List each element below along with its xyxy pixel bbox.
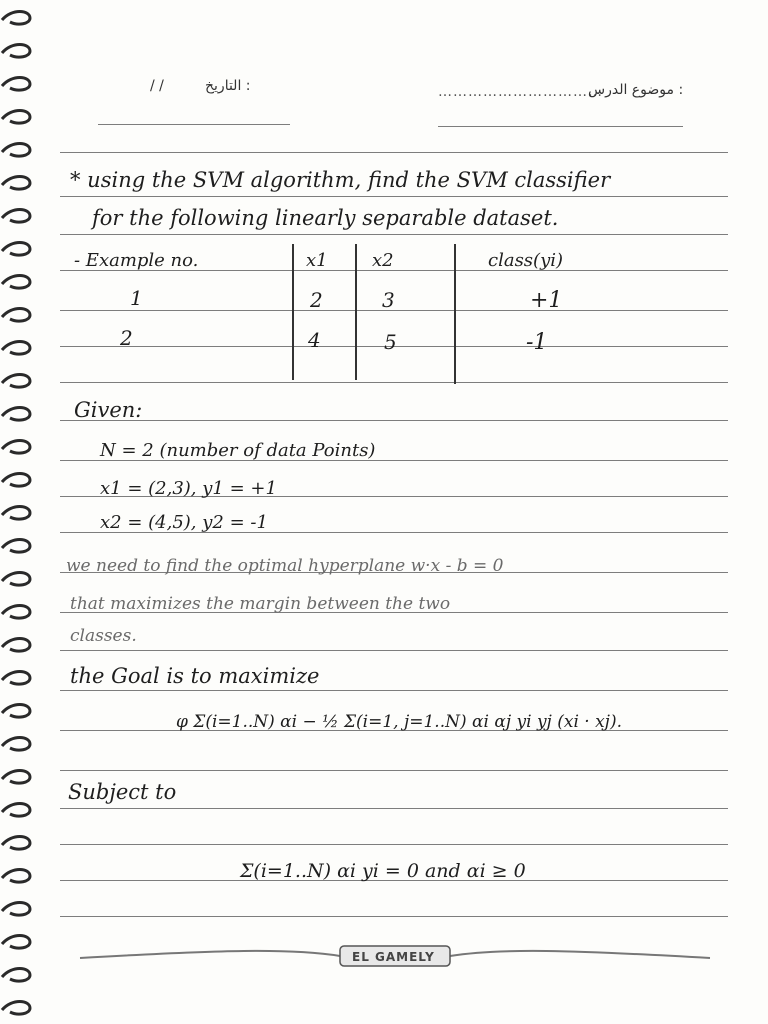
spiral-ring	[2, 837, 30, 850]
goal-label: the Goal is to maximize	[70, 664, 320, 688]
spiral-ring	[2, 1002, 30, 1015]
spiral-ring	[2, 45, 30, 58]
ruled-line	[60, 690, 728, 691]
spiral-ring	[2, 78, 30, 91]
ruled-line	[60, 844, 728, 845]
table-row-2-class: -1	[526, 330, 548, 355]
hyperplane-line-3: classes.	[70, 626, 137, 646]
table-header-class: class(yi)	[488, 250, 564, 271]
ruled-line	[60, 808, 728, 809]
table-row-1-class: +1	[530, 288, 563, 313]
subject-underline	[438, 126, 683, 127]
date-underline	[98, 124, 290, 125]
table-row-1-x1: 2	[310, 288, 323, 312]
table-header-example: - Example no.	[74, 250, 199, 271]
spiral-ring	[2, 375, 30, 388]
spiral-ring	[2, 474, 30, 487]
spiral-ring	[2, 276, 30, 289]
spiral-ring	[2, 771, 30, 784]
question-line-2: for the following linearly separable dataset.	[92, 206, 559, 230]
table-divider-2	[355, 244, 357, 380]
spiral-ring	[2, 870, 30, 883]
table-row-2-example: 2	[120, 326, 133, 350]
table-row-2-x2: 5	[384, 330, 397, 354]
spiral-ring	[2, 606, 30, 619]
spiral-ring	[2, 342, 30, 355]
ruled-line	[60, 196, 728, 197]
spiral-ring	[2, 969, 30, 982]
subject-dots: ……………………………	[438, 84, 603, 100]
ruled-line	[60, 152, 728, 153]
table-header-x2: x2	[372, 250, 394, 271]
spiral-ring	[2, 441, 30, 454]
spiral-ring	[2, 936, 30, 949]
table-divider-1	[292, 244, 294, 380]
spiral-ring	[2, 705, 30, 718]
ruled-line	[60, 382, 728, 383]
ruled-line	[60, 420, 728, 421]
date-label: التاريخ :	[205, 78, 251, 94]
ruled-line	[60, 650, 728, 651]
date-value: / /	[150, 78, 164, 94]
ruled-line	[60, 770, 728, 771]
spiral-ring	[2, 507, 30, 520]
spiral-ring	[2, 408, 30, 421]
spiral-ring	[2, 12, 30, 25]
table-row-1-x2: 3	[382, 288, 395, 312]
spiral-ring	[2, 144, 30, 157]
ruled-line	[60, 234, 728, 235]
spiral-ring	[2, 738, 30, 751]
given-x1: x1 = (2,3), y1 = +1	[100, 478, 277, 499]
spiral-ring	[2, 540, 30, 553]
spiral-ring	[2, 804, 30, 817]
table-header-x1: x1	[306, 250, 328, 271]
table-divider-3	[454, 244, 456, 384]
hyperplane-line-1: we need to find the optimal hyperplane w·x - b = 0	[66, 556, 504, 576]
hyperplane-line-2: that maximizes the margin between the two	[70, 594, 451, 614]
subject-label: موضوع الدرس :	[588, 82, 684, 98]
ruled-line	[60, 916, 728, 917]
subject-to-label: Subject to	[68, 780, 177, 804]
spiral-ring	[2, 210, 30, 223]
spiral-ring	[2, 309, 30, 322]
spiral-ring	[2, 903, 30, 916]
table-row-1-example: 1	[130, 286, 143, 310]
given-x2: x2 = (4,5), y2 = -1	[100, 512, 268, 533]
spiral-binding	[0, 0, 40, 1024]
constraint-formula: Σ(i=1..N) αi yi = 0 and αi ≥ 0	[240, 860, 526, 882]
spiral-ring	[2, 672, 30, 685]
table-row-2-x1: 4	[308, 328, 321, 352]
given-n: N = 2 (number of data Points)	[100, 440, 376, 461]
spiral-ring	[2, 573, 30, 586]
given-label: Given:	[74, 398, 143, 422]
spiral-ring	[2, 111, 30, 124]
spiral-ring	[2, 177, 30, 190]
question-line-1: * using the SVM algorithm, find the SVM classifier	[70, 168, 611, 192]
spiral-ring	[2, 243, 30, 256]
footer-brand: EL GAMELY	[352, 950, 435, 964]
spiral-ring	[2, 639, 30, 652]
objective-formula: φ Σ(i=1..N) αi − ½ Σ(i=1, j=1..N) αi αj yi yj (xi · xj).	[176, 712, 622, 732]
